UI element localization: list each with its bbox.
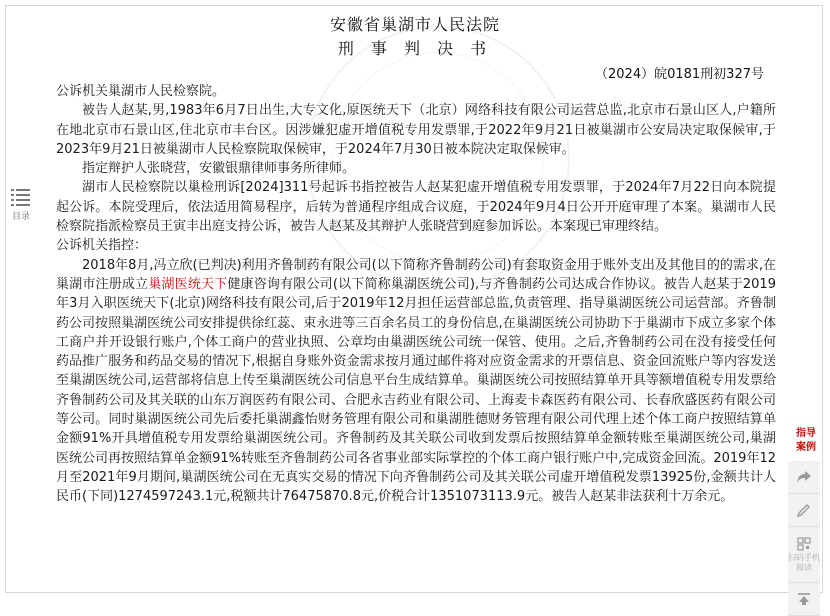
- list-icon: [11, 188, 31, 206]
- edit-icon: [797, 503, 811, 517]
- tool-panel: [788, 461, 820, 616]
- back-to-top-button[interactable]: [788, 583, 820, 616]
- paragraph-charge-heading: 公诉机关指控：: [56, 238, 148, 254]
- table-of-contents-button[interactable]: [9, 188, 33, 222]
- charge-text-part-b: 健康咨询有限公司(以下简称巢湖医统公司),与齐鲁制药公司达成合作协议。被告人赵某于2019年3月入职医统天下(北京)网络科技有限公司,后于2019年12月担任运营部总监,负责管理、指导巢湖医统公司运营部。齐鲁制药公司按照巢湖医统公司安排提供徐红蕊、束永进等三百余名员工的身份信息,在巢湖医统公司协助下于巢湖市下成立多家个体工商户并开设银行账户,个体工商户的营业执照、公章均由巢湖医统公司统一保管、使用。之后,齐鲁制药公司在没有接受任何药品推广服务和药品交易的情况下,根据自身账外资金需求按月通过邮件将对应资金需求的开票信息、资金回流账户等内容发送至巢湖医统公司,运营部将信息上传至巢湖医统公司信息平台生成结算单。巢湖医统公司按照结算单开具等额增值税专用发票给齐鲁制药公司及其关联的山东万润医药有限公司、合肥永吉药业有限公司、上海麦卡森医药有限公司、长春欣盛医药有限公司等公司。同时巢湖医统公司先后委托巢湖鑫怡财务管理有限公司和巢湖胜德财务管理有限公司代理上述个体工商户按照结算单金额91%开具增值税专用发票给巢湖医统公司。齐鲁制药及其关联公司收到发票后按照结算单金额转账至巢湖医统公司,巢湖医统公司再按照结算单金额91%转账至齐鲁制药公司各省事业部实际掌控的个体工商户银行账户中,完成资金回流。2019年12月至2021年9月期间,巢湖医统公司在无真实交易的情况下向齐鲁制药公司及其关联公司虚开增值税发票13925份,金额共计人民币(下同)1274597243.1元,税额共计76475870.8元,价税合计1351073113.9元。被告人赵某非法获利十万余元。: [56, 276, 776, 505]
- toc-label: 目录: [11, 212, 30, 222]
- paragraph-defender: 指定辩护人张晓营，安徽银鼎律师事务所律师。: [82, 161, 356, 177]
- court-name: 安徽省巢湖市人民法院: [329, 15, 500, 34]
- share-button[interactable]: [788, 461, 820, 494]
- back-to-top-icon: [797, 592, 811, 606]
- case-number: （2024）皖0181刑初327号: [595, 67, 764, 82]
- paragraph-procedure: 湖市人民检察院以巢检刑诉[2024]311号起诉书指控被告人赵某犯虚开增值税专用发票罪，于2024年7月22日向本院提起公诉。本院受理后，依法适用简易程序，后转为普通程序组成合议庭，于2024年9月4日公开开庭审理了本案。巢湖市人民检察院指派检察员王寅丰出庭支持公诉，被告人赵某及其辩护人张晓营到庭参加诉讼。本案现已审理终结。: [56, 180, 776, 235]
- scan-label: 扫码手机阅读: [788, 552, 820, 572]
- edit-button[interactable]: [788, 494, 820, 527]
- guide-cases-link[interactable]: 指导案例: [796, 428, 816, 453]
- share-icon: [796, 470, 812, 484]
- charge-text-part-a: 2018年8月,冯立欣(已判决)利用齐鲁制药有限公司(以下简称齐鲁制药公司)有套取资金用于账外支出及其他目的的需求,在巢湖市注册成立: [56, 257, 776, 292]
- document-frame: [5, 5, 823, 593]
- paragraph-prosecutor: 公诉机关巢湖市人民检察院。: [56, 84, 226, 99]
- paragraph-defendant: 被告人赵某,男,1983年6月7日出生,大专文化,原医统天下（北京）网络科技有限公司运营总监,北京市石景山区人,户籍所在地北京市石景山区,住北京市丰台区。因涉嫌犯虚开增值税专用发票罪,于2022年9月21日被巢湖市公安局决定取保候审,于2023年9月21日被巢湖市人民检察院取保候审，于2024年7月30日被本院决定取保候审。: [56, 103, 776, 157]
- judgment-body: [56, 82, 776, 507]
- qr-scan-icon: [797, 537, 811, 551]
- paragraph-charge-facts: [56, 256, 776, 507]
- document-type-title: 刑 事 判 决 书: [337, 39, 493, 58]
- highlighted-company-name[interactable]: 巢湖医统天下: [148, 276, 228, 292]
- scan-to-read-button[interactable]: [788, 527, 820, 583]
